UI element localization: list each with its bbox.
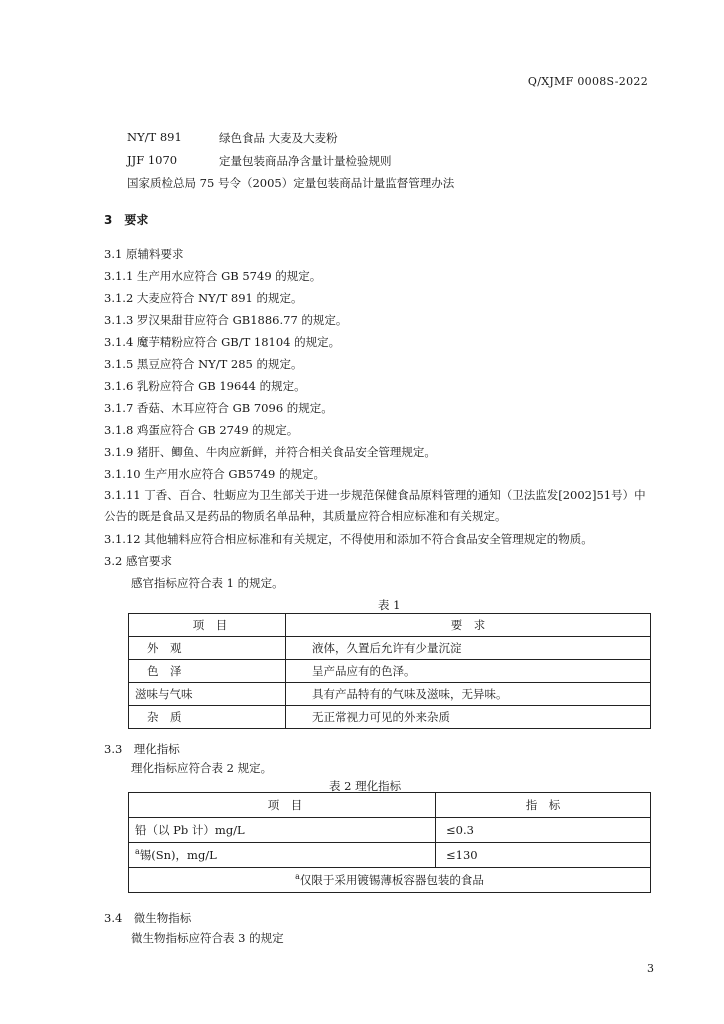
requirement-item: 3.1.4 魔芋精粉应符合 GB/T 18104 的规定。	[104, 335, 341, 349]
table-row	[129, 660, 651, 683]
table-row	[129, 683, 651, 706]
table-cell-text: 锡(Sn)，mg/L	[139, 848, 217, 862]
reference-code: JJF 1070	[127, 153, 178, 167]
footnote-text: 仅限于采用镀锡薄板容器包装的食品	[299, 873, 484, 887]
subsection-title: 3.2 感官要求	[104, 554, 172, 568]
table-footnote-row	[129, 868, 651, 893]
table-header-cell: 要 求	[286, 614, 651, 637]
table-cell: 铅（以 Pb 计）mg/L	[129, 818, 436, 843]
table-row	[129, 706, 651, 729]
table-header-cell: 项 目	[129, 793, 436, 818]
document-code: Q/XJMF 0008S-2022	[527, 75, 648, 88]
table-caption: 表 2 理化指标	[329, 779, 402, 793]
physicochemical-table	[128, 792, 651, 893]
subsection-title: 3.1 原辅料要求	[104, 247, 184, 261]
table-cell: 杂 质	[129, 706, 286, 729]
section-intro: 感官指标应符合表 1 的规定。	[131, 576, 284, 590]
table-cell: 液体，久置后允许有少量沉淀	[286, 637, 651, 660]
table-header-cell: 项 目	[129, 614, 286, 637]
requirement-item: 3.1.8 鸡蛋应符合 GB 2749 的规定。	[104, 423, 299, 437]
table-caption: 表 1	[378, 598, 401, 612]
table-cell: ≤130	[436, 843, 651, 868]
reference-name: 定量包装商品净含量计量检验规则	[219, 154, 392, 168]
requirement-item: 3.1.3 罗汉果甜苷应符合 GB1886.77 的规定。	[104, 313, 348, 327]
requirement-item: 3.1.5 黑豆应符合 NY/T 285 的规定。	[104, 357, 303, 371]
table-row	[129, 637, 651, 660]
table-cell: 色 泽	[129, 660, 286, 683]
requirement-item: 3.1.2 大麦应符合 NY/T 891 的规定。	[104, 291, 303, 305]
requirement-item: 3.1.7 香菇、木耳应符合 GB 7096 的规定。	[104, 401, 333, 415]
section-intro: 微生物指标应符合表 3 的规定	[131, 931, 284, 945]
subsection-title: 3.3 理化指标	[104, 742, 180, 756]
footnote-marker: a	[295, 872, 300, 882]
table-cell	[129, 843, 436, 868]
table-cell: 呈产品应有的色泽。	[286, 660, 651, 683]
section-intro: 理化指标应符合表 2 规定。	[131, 761, 273, 775]
requirement-item: 3.1.6 乳粉应符合 GB 19644 的规定。	[104, 379, 306, 393]
page-number: 3	[647, 962, 654, 975]
table-header-cell: 指 标	[436, 793, 651, 818]
requirement-item: 3.1.12 其他辅料应符合相应标准和有关规定，不得使用和添加不符合食品安全管理规定的物质。	[104, 532, 593, 546]
table-cell: ≤0.3	[436, 818, 651, 843]
requirement-item: 3.1.9 猪肝、鲫鱼、牛肉应新鲜，并符合相关食品安全管理规定。	[104, 445, 436, 459]
table-cell: 外 观	[129, 637, 286, 660]
table-row	[129, 818, 651, 843]
reference-order: 国家质检总局 75 号令（2005）定量包装商品计量监督管理办法	[127, 176, 455, 190]
sensory-table	[128, 613, 651, 729]
table-cell: 无正常视力可见的外来杂质	[286, 706, 651, 729]
table-footnote	[129, 868, 651, 893]
table-cell: 具有产品特有的气味及滋味，无异味。	[286, 683, 651, 706]
table-header-row	[129, 614, 651, 637]
requirement-item: 3.1.11 丁香、百合、牡蛎应为卫生部关于进一步规范保健食品原料管理的通知（卫法监发[2002]51号）中公告的既是食品又是药品的物质名单品种，其质量应符合相应标准和有关规定。	[104, 488, 646, 523]
subsection-title: 3.4 微生物指标	[104, 911, 192, 925]
reference-code: NY/T 891	[127, 130, 182, 144]
requirement-item: 3.1.10 生产用水应符合 GB5749 的规定。	[104, 467, 325, 481]
reference-name: 绿色食品 大麦及大麦粉	[219, 131, 338, 145]
table-row	[129, 843, 651, 868]
section-heading: 3 要求	[104, 213, 149, 227]
requirement-item: 3.1.1 生产用水应符合 GB 5749 的规定。	[104, 269, 322, 283]
footnote-marker: a	[135, 847, 140, 857]
table-cell: 滋味与气味	[129, 683, 286, 706]
table-header-row	[129, 793, 651, 818]
